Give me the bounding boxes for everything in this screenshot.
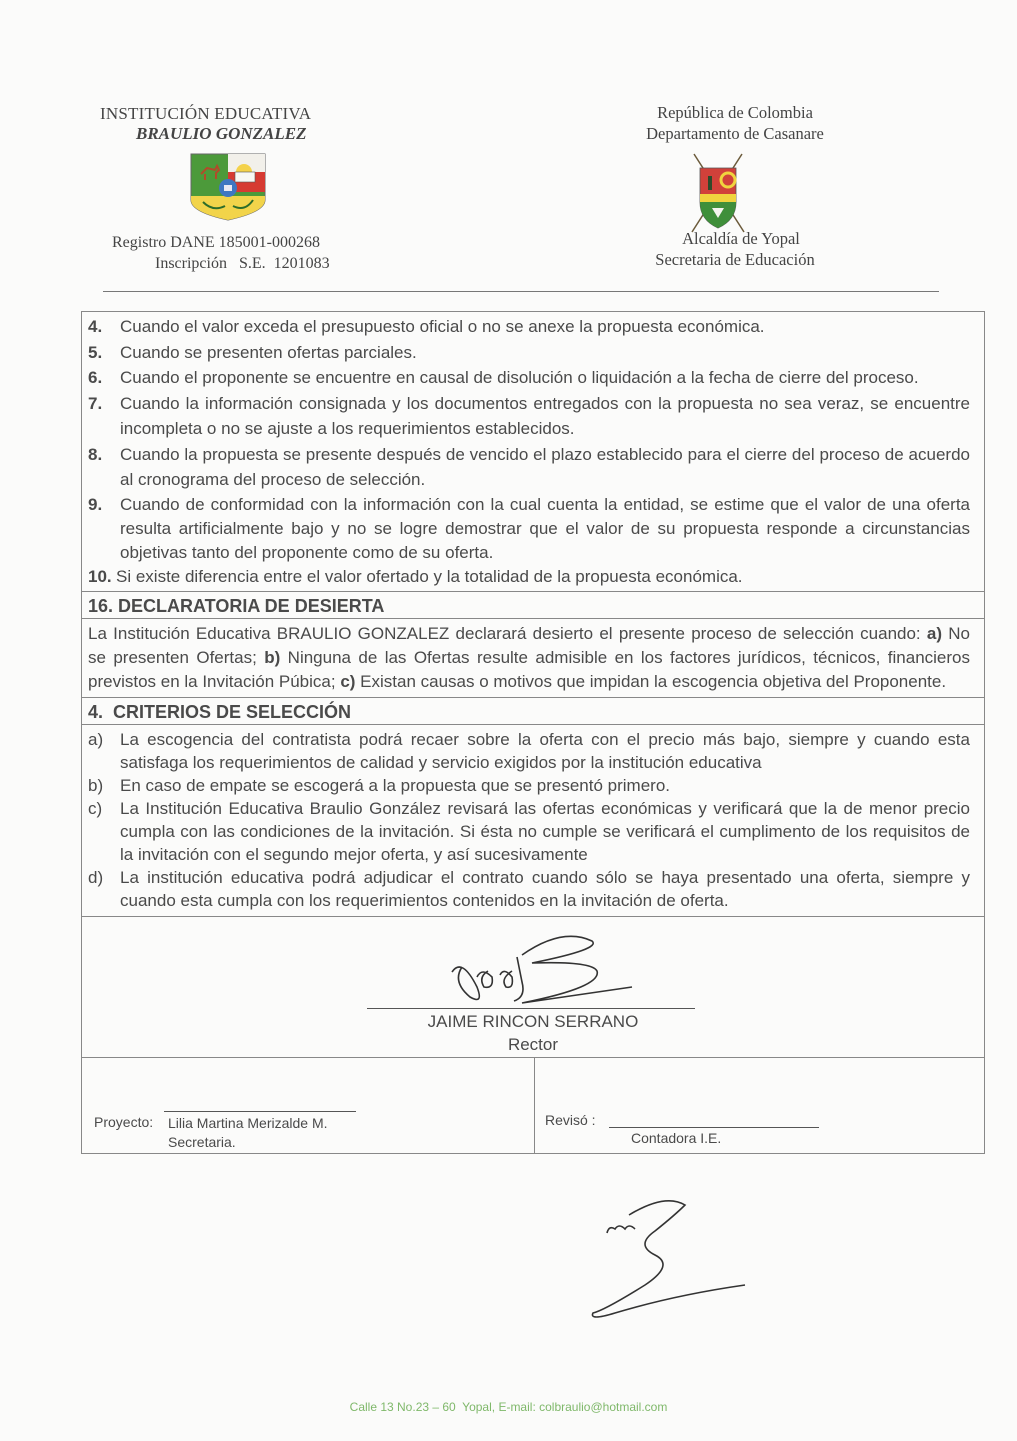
- signature-line: [164, 1111, 356, 1112]
- item-text: La escogencia del contratista podrá recaer sobre la oferta con el precio más bajo, siempre y cuando esta satisfaga los requerimientos de calidad y servicio exigidos por la institución educativa: [120, 729, 970, 772]
- item-number: 5.: [88, 342, 103, 362]
- country-name: República de Colombia: [657, 103, 813, 122]
- government-header: [620, 102, 850, 144]
- list-item: [88, 493, 970, 565]
- item-letter: d): [88, 867, 104, 887]
- registration-info: [112, 232, 330, 274]
- item-text: Cuando se presenten ofertas parciales.: [120, 342, 417, 362]
- item-text: Cuando el valor exceda el presupuesto oficial o no se anexe la propuesta económica.: [120, 317, 765, 336]
- department-name: Departamento de Casanare: [646, 124, 824, 143]
- item-letter: b): [88, 775, 104, 795]
- institution-header: [100, 104, 360, 144]
- item-number: 9.: [88, 494, 103, 514]
- rector-signature-icon: [422, 927, 622, 1007]
- rector-name: JAIME RINCON SERRANO: [427, 1011, 639, 1031]
- item-text: Si existe diferencia entre el valor ofertado y la totalidad de la propuesta económica.: [116, 566, 743, 586]
- reviewer-signature-icon: [585, 1195, 765, 1325]
- item-text: Cuando la propuesta se presente después de vencido el plazo establecido para el cierre del proceso de acuerdo al cronograma del proceso de selección.: [120, 444, 970, 489]
- signature-line: [367, 1008, 695, 1009]
- item-text: En caso de empate se escogerá a la propuesta que se presentó primero.: [120, 775, 671, 795]
- institution-name: BRAULIO GONZALEZ: [136, 124, 307, 143]
- se-inscription: Inscripción S.E. 1201083: [155, 255, 330, 272]
- list-item: [88, 442, 970, 493]
- rector-title: Rector: [507, 1034, 559, 1054]
- municipality-info: [620, 228, 850, 270]
- header-divider: [103, 291, 939, 292]
- section-title-desierta: 16. DECLARATORIA DE DESIERTA: [82, 592, 984, 619]
- clause-label: c): [340, 671, 356, 691]
- selection-criteria-list: [82, 725, 984, 917]
- rejection-causes-list: [82, 312, 984, 592]
- list-item: [88, 314, 970, 340]
- institution-type: INSTITUCIÓN EDUCATIVA: [100, 104, 312, 123]
- item-text: Cuando de conformidad con la información con la cual cuenta la entidad, se estime que el valor de una oferta resulta artificialmente bajo y no se logre demostrar que el valor de su propuesta responde a circunstancias objetivas tanto del proponente como de su oferta.: [120, 494, 970, 562]
- reviewed-by-label: Revisó :: [545, 1111, 596, 1128]
- item-number: 7.: [88, 393, 103, 413]
- clause-text: No se presenten Ofertas;: [88, 623, 970, 667]
- item-number: 8.: [88, 444, 103, 464]
- rector-signature-block: [82, 917, 984, 1058]
- list-item: [88, 728, 970, 774]
- list-item: [88, 365, 970, 391]
- document-table: [81, 311, 985, 1154]
- list-item: [88, 340, 970, 366]
- list-item: [88, 774, 970, 797]
- item-letter: c): [88, 798, 103, 818]
- education-secretariat: Secretaria de Educación: [655, 250, 815, 269]
- signature-line: [609, 1127, 819, 1128]
- clause-text: Existan causas o motivos que impidan la escogencia objetiva del Proponente.: [355, 671, 947, 691]
- list-item: [88, 391, 970, 442]
- clause-label: a): [926, 623, 943, 643]
- list-item: [88, 866, 970, 912]
- item-number: 4.: [88, 317, 103, 336]
- item-text: Cuando la información consignada y los documentos entregados con la propuesta no sea veraz, se encuentre incompleta o no se ajuste a los requerimientos establecidos.: [120, 393, 970, 438]
- item-text: Cuando el proponente se encuentre en causal de disolución o liquidación a la fecha de cierre del proceso.: [120, 368, 919, 387]
- desierta-paragraph: [82, 619, 984, 698]
- item-number: 10.: [88, 566, 112, 586]
- list-item: [88, 797, 970, 866]
- casanare-coat-of-arms-icon: [688, 152, 748, 234]
- approval-row: [82, 1058, 984, 1154]
- reviewed-by-cell: [535, 1058, 984, 1153]
- reviewed-by-role: Contadora I.E.: [631, 1129, 722, 1146]
- municipality-name: Alcaldía de Yopal: [682, 229, 800, 248]
- prepared-by-cell: [82, 1058, 535, 1153]
- dane-registration: Registro DANE 185001-000268: [112, 234, 320, 251]
- clause-label: b): [264, 647, 281, 667]
- prepared-by-name: Lilia Martina Merizalde M.: [168, 1114, 328, 1131]
- desierta-intro: La Institución Educativa BRAULIO GONZALEZ declarará desierto el presente proceso de selección cuando:: [88, 623, 927, 643]
- item-number: 6.: [88, 368, 103, 387]
- prepared-by-label: Proyecto:: [94, 1113, 154, 1130]
- item-text: La institución educativa podrá adjudicar el contrato cuando sólo se haya presentado una oferta, siempre y cuando esta cumpla con los requerimientos contenidos en la invitación de oferta.: [120, 867, 970, 910]
- item-text: La Institución Educativa Braulio González revisará las ofertas económicas y verificará que la de menor precio cumpla con las condiciones de la invitación. Si ésta no cumple se verificará el cumplimento de los requisitos de la invitación con el segundo mejor oferta, y así sucesivamente: [120, 798, 970, 864]
- school-crest-icon: [189, 152, 267, 222]
- list-item: [88, 565, 970, 589]
- prepared-by-role: Secretaria.: [168, 1133, 236, 1150]
- section-title-criterios: 4. CRITERIOS DE SELECCIÓN: [82, 698, 984, 725]
- item-letter: a): [88, 729, 104, 749]
- footer-address: Calle 13 No.23 – 60 Yopal, E-mail: colbraulio@hotmail.com: [349, 1400, 668, 1414]
- prepared-by-info: [168, 1114, 328, 1152]
- clause-text: Ninguna de las Ofertas resulte admisible en los factores jurídicos, técnicos, financieros previstos en la Invitación Púbica;: [88, 647, 970, 691]
